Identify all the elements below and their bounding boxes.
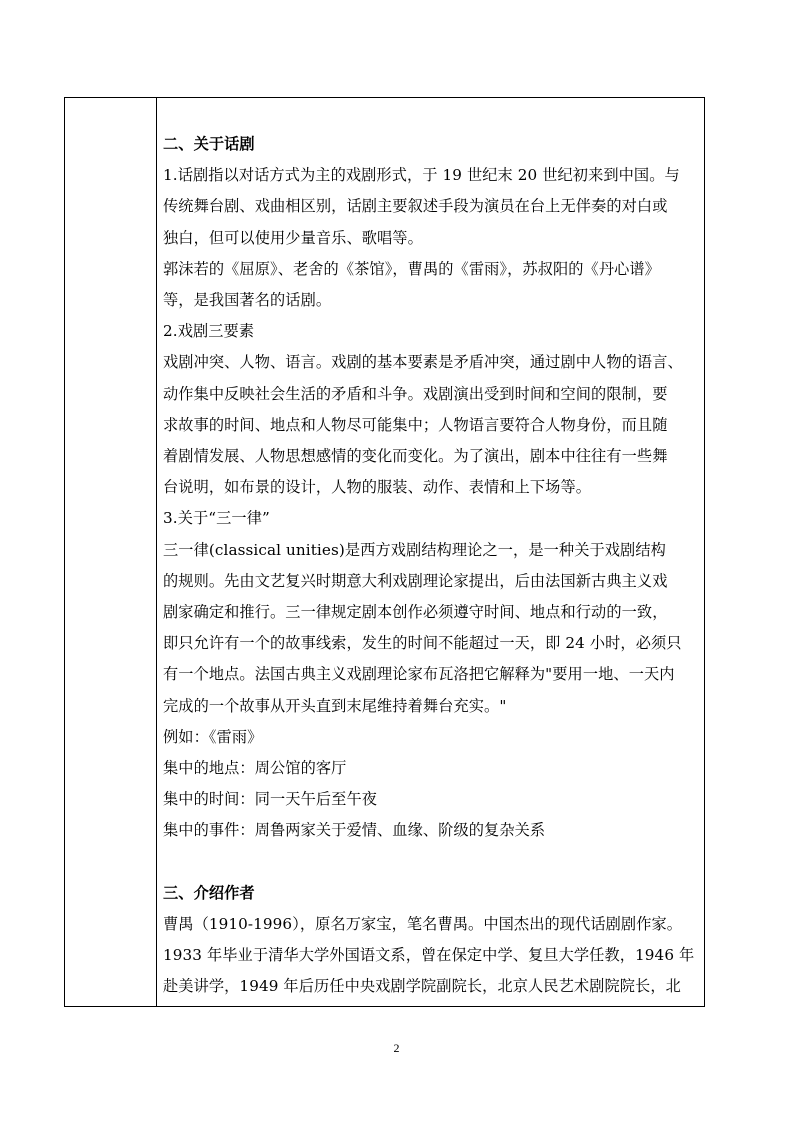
text-line: 1933 年毕业于清华大学外国语文系，曾在保定中学、复旦大学任教，1946 年 [163,946,695,965]
text-line: 戏剧冲突、人物、语言。戏剧的基本要素是矛盾冲突，通过剧中人物的语言、 [163,353,683,372]
text-line: 三一律(classical unities)是西方戏剧结构理论之一，是一种关于戏剧结构 [163,540,666,559]
text-line: 等，是我国著名的话剧。 [163,291,332,310]
text-line: 1.话剧指以对话方式为主的戏剧形式，于 19 世纪末 20 世纪初来到中国。与 [163,166,680,185]
text-line: 曹禺（1910-1996），原名万家宝，笔名曹禺。中国杰出的现代话剧剧作家。 [163,915,683,934]
text-line: 着剧情发展、人物思想感情的变化而变化。为了演出，剧本中往往有一些舞 [163,447,668,466]
page-number: 2 [393,1041,400,1055]
text-line: 赴美讲学，1949 年后历任中央戏剧学院副院长，北京人民艺术剧院院长，北 [163,977,681,996]
text-line: 剧家确定和推行。三一律规定剧本创作必须遵守时间、地点和行动的一致， [163,603,668,622]
content-table [64,97,705,1007]
table-content-cell [163,129,701,1003]
text-line: 完成的一个故事从开头直到末尾维持着舞台充实。" [163,696,507,715]
text-line: 有一个地点。法国古典主义戏剧理论家布瓦洛把它解释为"要用一地、一天内 [163,665,675,684]
text-line: 动作集中反映社会生活的矛盾和斗争。戏剧演出受到时间和空间的限制，要 [163,384,668,403]
text-line: 例如：《雷雨》 [163,727,263,746]
text-line: 即只允许有一个的故事线索，发生的时间不能超过一天，即 24 小时，必须只 [163,634,682,653]
subheading-three-elements: 2.戏剧三要素 [163,322,255,341]
text-line: 台说明，如布景的设计，人物的服装、动作、表情和上下场等。 [163,478,592,497]
text-line: 求故事的时间、地点和人物尽可能集中；人物语言要符合人物身份，而且随 [163,415,668,434]
text-line: 传统舞台剧、戏曲相区别，话剧主要叙述手段为演员在台上无伴奏的对白或 [163,197,668,216]
blank-line [163,847,701,878]
text-line: 集中的地点：周公馆的客厅 [163,759,347,778]
table-left-column [65,98,157,1006]
subheading-three-unities: 3.关于“三一律” [163,509,270,528]
text-line: 集中的事件：周鲁两家关于爱情、血缘、阶级的复杂关系 [163,821,546,840]
section-heading-author: 三、介绍作者 [163,883,255,902]
text-line: 独白，但可以使用少量音乐、歌唱等。 [163,228,423,247]
text-line: 郭沫若的《屈原》、老舍的《茶馆》，曹禺的《雷雨》，苏叔阳的《丹心谱》 [163,259,660,278]
text-line: 集中的时间：同一天午后至午夜 [163,790,378,809]
text-line: 的规则。先由文艺复兴时期意大利戏剧理论家提出，后由法国新古典主义戏 [163,571,668,590]
section-heading-drama: 二、关于话剧 [163,135,255,153]
